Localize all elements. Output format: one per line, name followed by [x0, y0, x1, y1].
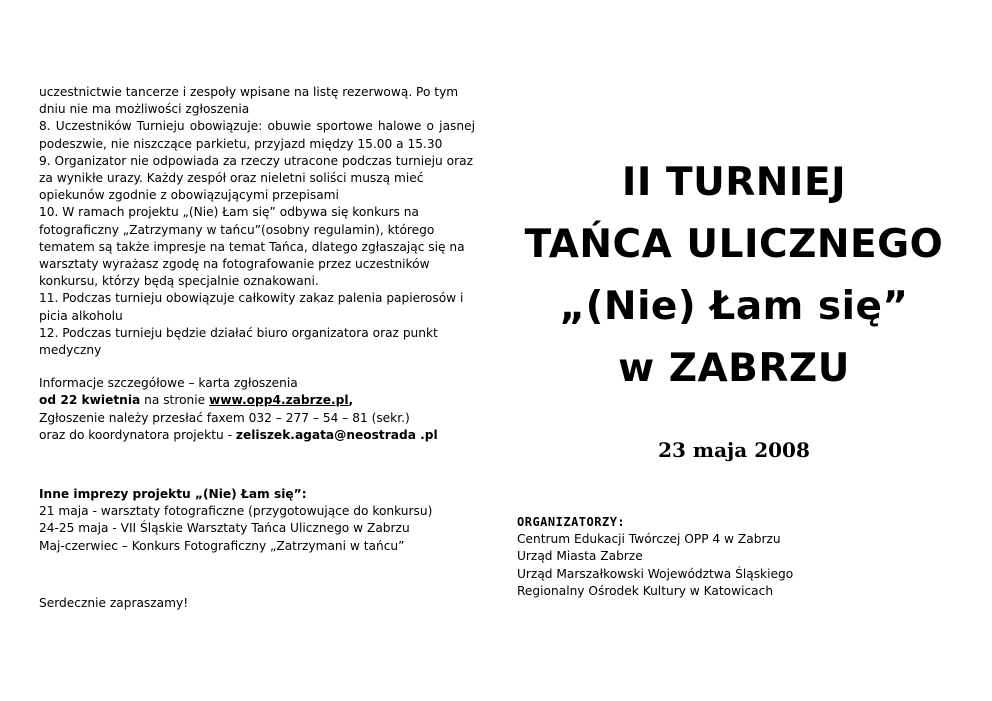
event-date: 23 maja 2008 [658, 438, 810, 462]
invitation-text: Serdecznie zapraszamy! [39, 595, 189, 610]
organizer-item: Urząd Marszałkowski Województwa Śląskiego [517, 566, 794, 581]
rule-item: 8. Uczestników Turnieju obowiązuje: obuwie sportowe halowe o jasnej podeszwie, nie niszczące parkietu, przyjazd między 15.00 a 15.30 [39, 119, 475, 151]
other-events [39, 486, 475, 555]
title-line: „(Nie) Łam się” [559, 284, 909, 329]
fax-line: Zgłoszenie należy przesłać faxem 032 – 277 – 54 – 81 (sekr.) [39, 410, 410, 425]
info-line: Informacje szczegółowe – karta zgłoszenia [39, 376, 298, 391]
other-events-title: Inne imprezy projektu „(Nie) Łam się”: [39, 487, 307, 502]
email-link[interactable]: zeliszek.agata@neostrada .pl [235, 427, 438, 442]
organizers-block [517, 514, 957, 600]
rule-item: 10. W ramach projektu „(Nie) Łam się” odbywa się konkurs na fotograficzny „Zatrzymany w tańcu”(osobny regulamin), którego tematem są także impresje na temat Tańca, dlatego zgłaszając się na warsztaty wyrażasz zgodę na fotografowanie przez uczestników konkursu, którzy będą specjalnie oznakowani. [39, 205, 465, 289]
organizer-item: Centrum Edukacji Twórczej OPP 4 w Zabrzu [517, 532, 781, 547]
rule-item: 11. Podczas turnieju obowiązuje całkowity zakaz palenia papierosów i picia alkoholu [39, 291, 464, 323]
registration-date: od 22 kwietnia [39, 393, 141, 408]
info-website-line [39, 392, 475, 409]
right-column [510, 0, 970, 701]
coordinator-line [39, 427, 475, 444]
event-item: 21 maja - warsztaty fotograficzne (przygotowujące do konkursu) [39, 504, 433, 519]
tournament-title [510, 152, 958, 400]
title-line: TAŃCA ULICZNEGO [524, 222, 944, 267]
rule-item: uczestnictwie tancerze i zespoły wpisane na listę rezerwową. Po tym dniu nie ma możliwości zgłoszenia [39, 85, 459, 117]
organizer-item: Urząd Miasta Zabrze [517, 549, 643, 564]
event-item: Maj-czerwiec – Konkurs Fotograficzny „Zatrzymani w tańcu” [39, 538, 405, 553]
title-line: w ZABRZU [618, 346, 850, 391]
on-page-text: na stronie [140, 393, 210, 408]
website-link[interactable]: www.opp4.zabrze.pl [209, 393, 349, 408]
title-line: II TURNIEJ [621, 160, 847, 205]
event-item: 24-25 maja - VII Śląskie Warsztaty Tańca Ulicznego w Zabrzu [39, 521, 410, 536]
rule-item: 12. Podczas turnieju będzie działać biuro organizatora oraz punkt medyczny [39, 325, 438, 358]
rule-item: 9. Organizator nie odpowiada za rzeczy utracone podczas turnieju oraz za wynikłe urazy. Każdy zespół oraz nieletni soliści muszą mieć opiekunów zgodnie z obowiązującymi przepisami [39, 153, 473, 203]
organizer-item: Regionalny Ośrodek Kultury w Katowicach [517, 583, 774, 598]
organizers-heading: ORGANIZATORZY: [517, 515, 626, 529]
info-block [39, 375, 475, 444]
comma-text: , [348, 393, 354, 408]
coordinator-prefix: oraz do koordynatora projektu - [39, 427, 236, 442]
left-column [39, 84, 475, 612]
rules-list [39, 84, 475, 359]
